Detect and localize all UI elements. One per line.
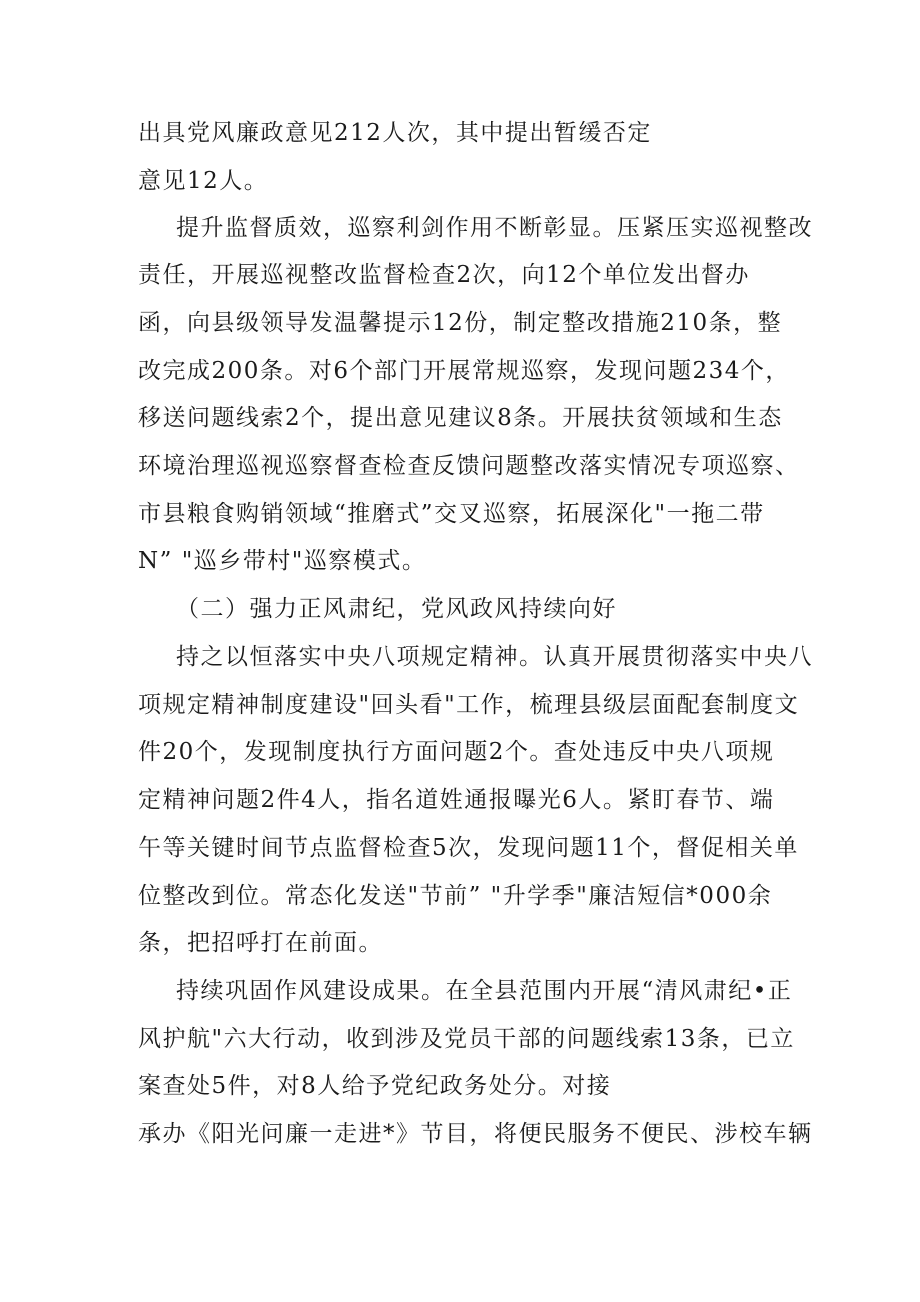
- text-line: 位整改到位。常态化发送"节前” "升学季"廉洁短信*000余: [138, 883, 773, 909]
- text-line: 意见12人。: [138, 168, 269, 194]
- text-line: 责任，开展巡视整改监督检查2次，向12个单位发出督办: [138, 262, 750, 288]
- text-line: 移送问题线索2个，提出意见建议8条。开展扶贫领域和生态: [138, 405, 783, 431]
- text-line: 午等关键时间节点监督检查5次，发现问题11个，督促相关单: [138, 835, 799, 861]
- text-line: 改完成200条。对6个部门开展常规巡察，发现问题234个，: [138, 358, 790, 384]
- text-line: 市县粮食购销领域“推磨式”交叉巡察，拓展深化"一拖二带: [138, 501, 765, 527]
- text-line: 出具党风廉政意见212人次，其中提出暂缓否定: [138, 120, 652, 146]
- text-line: 函，向县级领导发温馨提示12份，制定整改措施210条，整: [138, 310, 783, 336]
- paragraph-start: 提升监督质效，巡察利剑作用不断彰显。压紧压实巡视整改: [176, 215, 813, 241]
- text-line: 项规定精神制度建设"回头看"工作，梳理县级层面配套制度文: [138, 692, 800, 718]
- text-line: 案查处5件，对8人给予党纪政务处分。对接: [138, 1073, 612, 1099]
- text-line: 定精神问题2件4人，指名道姓通报曝光6人。紧盯春节、端: [138, 787, 775, 813]
- text-line: 条，把招呼打在前面。: [138, 930, 383, 956]
- text-line: 件20个，发现制度执行方面问题2个。查处违反中央八项规: [138, 739, 775, 765]
- text-line: 承办《阳光问廉一走进*》节目，将便民服务不便民、涉校车辆: [138, 1121, 813, 1147]
- text-line: 风护航"六大行动，收到涉及党员干部的问题线索13条，已立: [138, 1026, 795, 1052]
- paragraph-start: 持续巩固作风建设成果。在全县范围内开展“清风肃纪•正: [176, 978, 793, 1004]
- text-line: N” "巡乡带村"巡察模式。: [138, 548, 427, 574]
- paragraph-start: 持之以恒落实中央八项规定精神。认真开展贯彻落实中央八: [176, 644, 813, 670]
- section-heading: （二）强力正风肃纪，党风政风持续向好: [176, 596, 617, 622]
- text-line: 环境治理巡视巡察督查检查反馈问题整改落实情况专项巡察、: [138, 453, 800, 479]
